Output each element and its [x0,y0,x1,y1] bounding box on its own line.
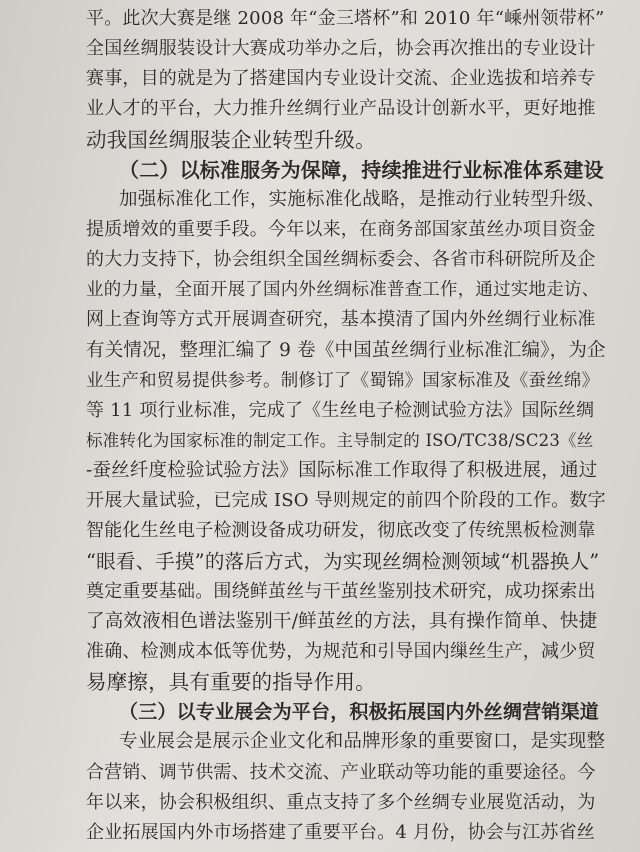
text-line: 奠定重要基础。围绕鲜茧丝与干茧丝鉴别技术研究，成功探索出 [86,580,596,602]
text-line: 开展大量试验，已完成 ISO 导则规定的前四个阶段的工作。数字 [86,490,606,512]
text-line: 的大力支持下，协会组织全国丝绸标委会、各省市科研院所及企 [86,249,596,271]
text-line: 动我国丝绸服装企业转型升级。 [86,127,376,152]
text-line: 业生产和贸易提供参考。制修订了《蜀锦》国家标准及《蚕丝绵》 [86,370,600,391]
text-line: 企业拓展国内外市场搭建了重要平台。4 月份，协会与江苏省丝 [86,821,595,843]
text-line: 标准转化为国家标准的制定工作。主导制定的 ISO/TC38/SC23《丝 [86,431,594,450]
text-line: 网上查询等方式开展调查研究，基本摸清了国内外丝绸行业标准 [86,309,596,331]
text-line: 赛事，目的就是为了搭建国内专业设计交流、企业选拔和培养专 [86,68,596,90]
text-line: 业的力量，全面开展了国内外丝绸标准普查工作，通过实地走访、 [86,280,600,301]
text-line: 有关情况，整理汇编了 9 卷《中国茧丝绸行业标准汇编》，为企 [86,339,606,361]
text-line: 加强标准化工作，实施标准化战略，是推动行业转型升级、 [119,188,606,210]
text-line: “眼看、手摸”的落后方式，为实现丝绸检测领域“机器换人” [86,549,600,573]
text-line: 准确、检测成本低等优势，为规范和引导国内缫丝生产，减少贸 [86,641,596,662]
section-heading: （二）以标准服务为保障，持续推进行业标准体系建设 [119,157,604,182]
section-heading: （三）以专业展会为平台，积极拓展国内外丝绸营销渠道 [119,701,600,724]
text-line: 业人才的平台，大力推升丝绸行业产品设计创新水平，更好地推 [86,98,596,120]
text-line: 全国丝绸服装设计大赛成功举办之后，协会再次推出的专业设计 [86,38,596,60]
text-line: 合营销、调节供需、技术交流、产业联动等功能的重要途径。今 [86,761,596,783]
text-line: 易摩擦，具有重要的指导作用。 [86,670,376,695]
text-line: 智能化生丝电子检测设备成功研发，彻底改变了传统黑板检测靠 [86,520,596,542]
text-line: 提质增效的重要手段。今年以来，在商务部国家茧丝办项目资金 [86,219,596,240]
text-line: 平。此次大赛是继 2008 年“金三塔杯”和 2010 年“嵊州领带杯” [86,8,605,29]
text-line: 等 11 项行业标准，完成了《生丝电子检测试验方法》国际丝绸 [86,399,595,421]
text-line: 专业展会是展示企业文化和品牌形象的重要窗口，是实现整 [119,731,606,753]
text-line: 年以来，协会积极组织、重点支持了多个丝绸专业展览活动，为 [86,791,596,813]
text-line: -蚕丝纤度检验试验方法》国际标准工作取得了积极进展，通过 [86,460,598,482]
text-line: 了高效液相色谱法鉴别干/鲜茧丝的方法，具有操作简单、快捷 [86,610,598,632]
